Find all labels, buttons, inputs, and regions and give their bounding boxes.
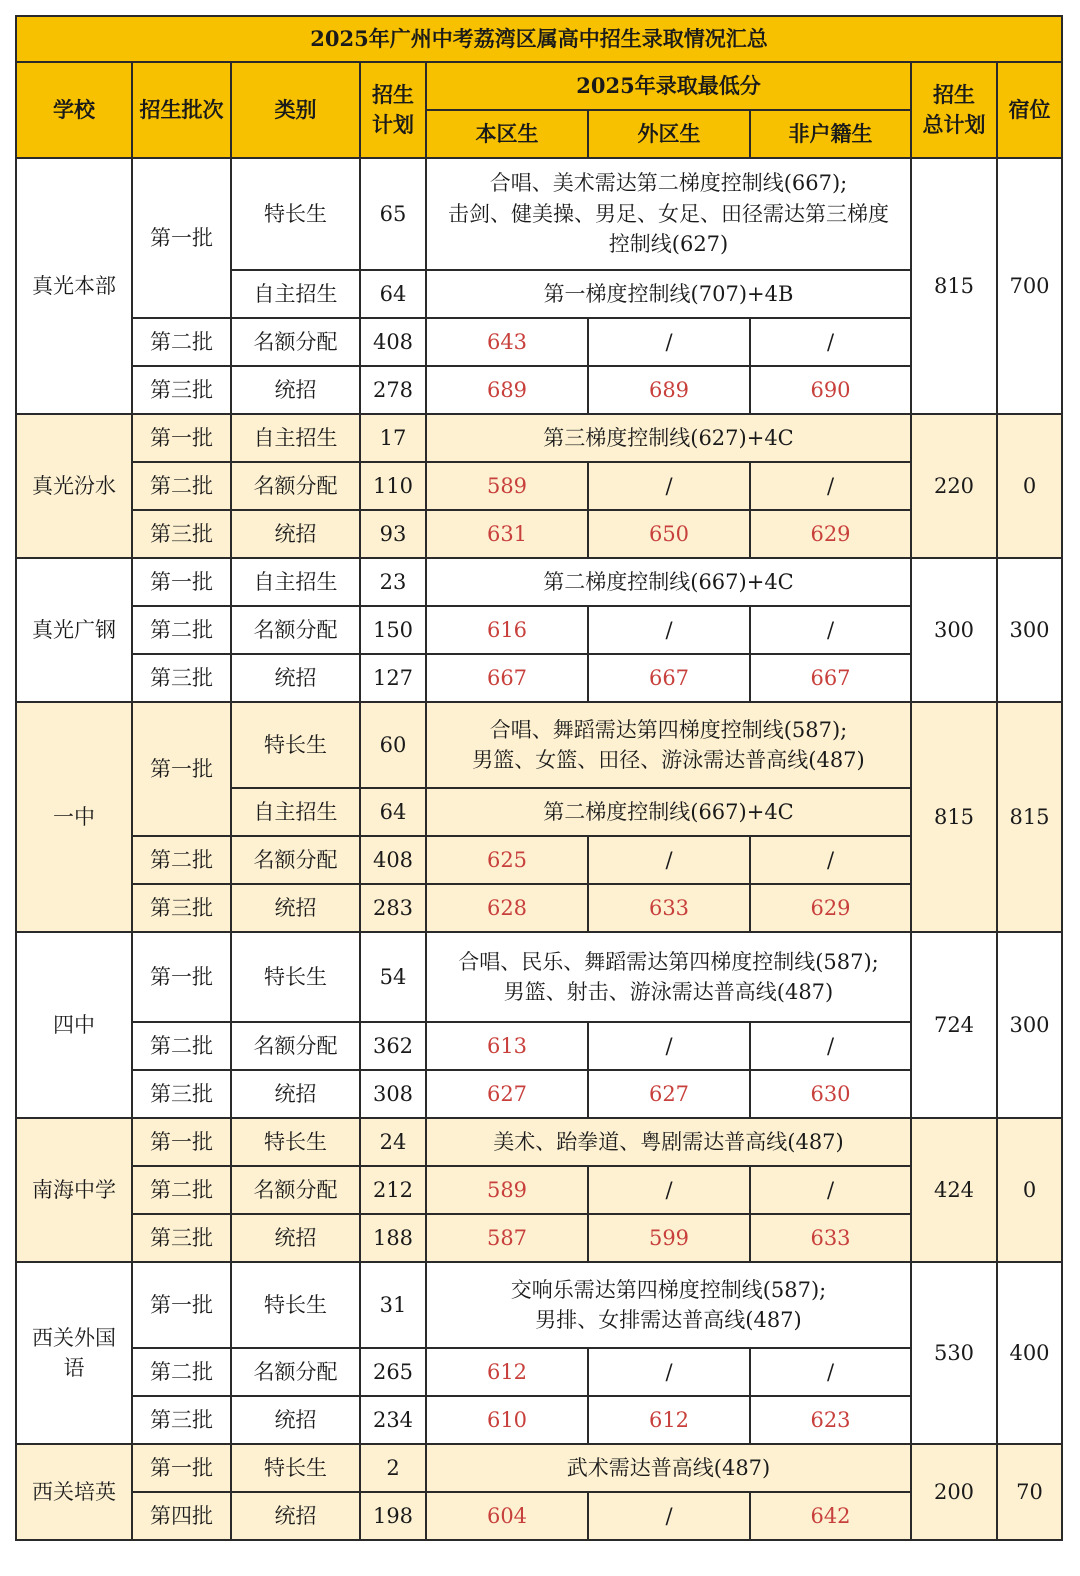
plan-cell: 64 <box>360 788 426 836</box>
category-cell: 特长生 <box>231 1118 360 1166</box>
note-line: 击剑、健美操、男足、女足、田径需达第三梯度 <box>448 201 889 226</box>
header-school: 学校 <box>16 62 132 158</box>
batch-cell: 第一批 <box>132 1118 231 1166</box>
score-local: 631 <box>426 510 588 558</box>
plan-cell: 23 <box>360 558 426 606</box>
score-local: 589 <box>426 1166 588 1214</box>
category-cell: 统招 <box>231 1396 360 1444</box>
plan-cell: 362 <box>360 1022 426 1070</box>
category-cell: 名额分配 <box>231 1348 360 1396</box>
batch-cell: 第二批 <box>132 606 231 654</box>
category-cell: 统招 <box>231 1492 360 1540</box>
header-local: 本区生 <box>426 110 588 158</box>
category-cell: 名额分配 <box>231 318 360 366</box>
score-nonres: / <box>750 1022 911 1070</box>
category-cell: 统招 <box>231 884 360 932</box>
score-other: / <box>588 1166 750 1214</box>
school-name-line1: 西关外国 <box>32 1325 116 1350</box>
special-requirement <box>426 702 911 788</box>
plan-cell: 64 <box>360 270 426 318</box>
school-name: 真光汾水 <box>16 414 132 558</box>
batch-cell: 第三批 <box>132 366 231 414</box>
score-nonres: / <box>750 462 911 510</box>
category-cell: 特长生 <box>231 702 360 788</box>
score-local: 613 <box>426 1022 588 1070</box>
control-line: 第一梯度控制线(707)+4B <box>426 270 911 318</box>
school-name: 真光本部 <box>16 158 132 414</box>
note-line: 男篮、射击、游泳需达普高线(487) <box>503 980 834 1004</box>
dorm-cell: 0 <box>997 1118 1062 1262</box>
plan-cell: 283 <box>360 884 426 932</box>
category-cell: 统招 <box>231 1070 360 1118</box>
score-local: 604 <box>426 1492 588 1540</box>
batch-cell: 第一批 <box>132 932 231 1022</box>
header-batch: 招生批次 <box>132 62 231 158</box>
header-dorm: 宿位 <box>997 62 1062 158</box>
score-nonres: / <box>750 836 911 884</box>
score-local: 589 <box>426 462 588 510</box>
total-plan-cell: 200 <box>911 1444 997 1540</box>
category-cell: 统招 <box>231 510 360 558</box>
batch-cell: 第三批 <box>132 1214 231 1262</box>
note-line: 交响乐需达第四梯度控制线(587); <box>510 1277 827 1302</box>
batch-cell: 第二批 <box>132 1166 231 1214</box>
batch-cell: 第三批 <box>132 510 231 558</box>
header-plan-line1: 招生 <box>372 81 414 107</box>
plan-cell: 408 <box>360 318 426 366</box>
score-other: / <box>588 318 750 366</box>
school-name: 南海中学 <box>16 1118 132 1262</box>
batch-cell: 第一批 <box>132 558 231 606</box>
plan-cell: 24 <box>360 1118 426 1166</box>
category-cell: 名额分配 <box>231 1166 360 1214</box>
school-name-line2: 语 <box>63 1356 85 1380</box>
score-local: 628 <box>426 884 588 932</box>
category-cell: 名额分配 <box>231 836 360 884</box>
score-local: 610 <box>426 1396 588 1444</box>
note-line: 男篮、女篮、田径、游泳需达普高线(487) <box>472 748 865 772</box>
score-other: 612 <box>588 1396 750 1444</box>
score-other: 627 <box>588 1070 750 1118</box>
plan-cell: 31 <box>360 1262 426 1348</box>
admission-summary <box>15 15 1061 1541</box>
header-nonres: 非户籍生 <box>750 110 911 158</box>
plan-cell: 278 <box>360 366 426 414</box>
admission-table <box>15 15 1063 1541</box>
category-cell: 自主招生 <box>231 788 360 836</box>
total-plan-cell: 530 <box>911 1262 997 1444</box>
plan-cell: 198 <box>360 1492 426 1540</box>
category-cell: 特长生 <box>231 1262 360 1348</box>
special-requirement <box>426 1262 911 1348</box>
plan-cell: 60 <box>360 702 426 788</box>
score-nonres: 690 <box>750 366 911 414</box>
batch-cell: 第一批 <box>132 158 231 318</box>
category-cell: 自主招生 <box>231 270 360 318</box>
category-cell: 自主招生 <box>231 558 360 606</box>
batch-cell: 第三批 <box>132 654 231 702</box>
header-category: 类别 <box>231 62 360 158</box>
score-other: / <box>588 462 750 510</box>
score-other: / <box>588 1348 750 1396</box>
school-name: 四中 <box>16 932 132 1118</box>
plan-cell: 265 <box>360 1348 426 1396</box>
batch-cell: 第一批 <box>132 414 231 462</box>
score-other: 667 <box>588 654 750 702</box>
header-plan-line2: 计划 <box>372 112 414 137</box>
plan-cell: 93 <box>360 510 426 558</box>
score-local: 625 <box>426 836 588 884</box>
note-line: 武术需达普高线(487) <box>566 1455 771 1480</box>
plan-cell: 110 <box>360 462 426 510</box>
batch-cell: 第一批 <box>132 702 231 836</box>
dorm-cell: 815 <box>997 702 1062 932</box>
plan-cell: 2 <box>360 1444 426 1492</box>
dorm-cell: 300 <box>997 558 1062 702</box>
score-nonres: / <box>750 1348 911 1396</box>
control-line: 第二梯度控制线(667)+4C <box>426 788 911 836</box>
header-total-line2: 总计划 <box>922 112 986 137</box>
batch-cell: 第一批 <box>132 1444 231 1492</box>
note-line: 美术、跆拳道、粤剧需达普高线(487) <box>493 1129 844 1154</box>
category-cell: 统招 <box>231 366 360 414</box>
category-cell: 统招 <box>231 654 360 702</box>
dorm-cell: 70 <box>997 1444 1062 1540</box>
total-plan-cell: 424 <box>911 1118 997 1262</box>
batch-cell: 第二批 <box>132 1348 231 1396</box>
score-other: / <box>588 836 750 884</box>
score-local: 667 <box>426 654 588 702</box>
plan-cell: 212 <box>360 1166 426 1214</box>
total-plan-cell: 815 <box>911 158 997 414</box>
note-line: 合唱、民乐、舞蹈需达第四梯度控制线(587); <box>458 949 879 974</box>
dorm-cell: 0 <box>997 414 1062 558</box>
score-nonres: 667 <box>750 654 911 702</box>
score-other: 689 <box>588 366 750 414</box>
score-local: 616 <box>426 606 588 654</box>
header-plan <box>360 62 426 158</box>
score-nonres: 633 <box>750 1214 911 1262</box>
score-other: 599 <box>588 1214 750 1262</box>
category-cell: 名额分配 <box>231 606 360 654</box>
score-nonres: 629 <box>750 884 911 932</box>
note-line: 合唱、美术需达第二梯度控制线(667); <box>489 171 848 196</box>
category-cell: 特长生 <box>231 932 360 1022</box>
plan-cell: 17 <box>360 414 426 462</box>
school-name <box>16 1262 132 1444</box>
plan-cell: 54 <box>360 932 426 1022</box>
score-local: 643 <box>426 318 588 366</box>
batch-cell: 第二批 <box>132 1022 231 1070</box>
score-nonres: / <box>750 606 911 654</box>
special-requirement <box>426 158 911 270</box>
batch-cell: 第三批 <box>132 1070 231 1118</box>
score-nonres: 630 <box>750 1070 911 1118</box>
special-requirement <box>426 1118 911 1166</box>
plan-cell: 127 <box>360 654 426 702</box>
category-cell: 自主招生 <box>231 414 360 462</box>
batch-cell: 第三批 <box>132 1396 231 1444</box>
score-local: 689 <box>426 366 588 414</box>
score-other: / <box>588 1492 750 1540</box>
plan-cell: 65 <box>360 158 426 270</box>
score-local: 612 <box>426 1348 588 1396</box>
score-nonres: 623 <box>750 1396 911 1444</box>
table-title: 2025年广州中考荔湾区属高中招生录取情况汇总 <box>16 16 1062 62</box>
school-name: 一中 <box>16 702 132 932</box>
category-cell: 特长生 <box>231 158 360 270</box>
batch-cell: 第二批 <box>132 462 231 510</box>
score-local: 587 <box>426 1214 588 1262</box>
special-requirement <box>426 1444 911 1492</box>
header-min-score: 2025年录取最低分 <box>426 62 911 110</box>
total-plan-cell: 300 <box>911 558 997 702</box>
school-name: 西关培英 <box>16 1444 132 1540</box>
total-plan-cell: 815 <box>911 702 997 932</box>
category-cell: 名额分配 <box>231 462 360 510</box>
score-nonres: / <box>750 1166 911 1214</box>
header-total-plan <box>911 62 997 158</box>
school-name: 真光广钢 <box>16 558 132 702</box>
batch-cell: 第四批 <box>132 1492 231 1540</box>
category-cell: 特长生 <box>231 1444 360 1492</box>
score-nonres: 629 <box>750 510 911 558</box>
dorm-cell: 700 <box>997 158 1062 414</box>
total-plan-cell: 220 <box>911 414 997 558</box>
score-other: / <box>588 606 750 654</box>
score-local: 627 <box>426 1070 588 1118</box>
note-line: 合唱、舞蹈需达第四梯度控制线(587); <box>489 717 848 742</box>
batch-cell: 第二批 <box>132 836 231 884</box>
special-requirement <box>426 932 911 1022</box>
plan-cell: 188 <box>360 1214 426 1262</box>
score-other: 650 <box>588 510 750 558</box>
category-cell: 名额分配 <box>231 1022 360 1070</box>
plan-cell: 234 <box>360 1396 426 1444</box>
plan-cell: 308 <box>360 1070 426 1118</box>
total-plan-cell: 724 <box>911 932 997 1118</box>
batch-cell: 第二批 <box>132 318 231 366</box>
note-line: 男排、女排需达普高线(487) <box>535 1308 802 1332</box>
header-other: 外区生 <box>588 110 750 158</box>
score-other: 633 <box>588 884 750 932</box>
note-line: 控制线(627) <box>608 232 729 257</box>
plan-cell: 408 <box>360 836 426 884</box>
score-other: / <box>588 1022 750 1070</box>
batch-cell: 第三批 <box>132 884 231 932</box>
control-line: 第二梯度控制线(667)+4C <box>426 558 911 606</box>
dorm-cell: 400 <box>997 1262 1062 1444</box>
score-nonres: 642 <box>750 1492 911 1540</box>
plan-cell: 150 <box>360 606 426 654</box>
batch-cell: 第一批 <box>132 1262 231 1348</box>
header-total-line1: 招生 <box>933 81 975 107</box>
category-cell: 统招 <box>231 1214 360 1262</box>
control-line: 第三梯度控制线(627)+4C <box>426 414 911 462</box>
dorm-cell: 300 <box>997 932 1062 1118</box>
score-nonres: / <box>750 318 911 366</box>
